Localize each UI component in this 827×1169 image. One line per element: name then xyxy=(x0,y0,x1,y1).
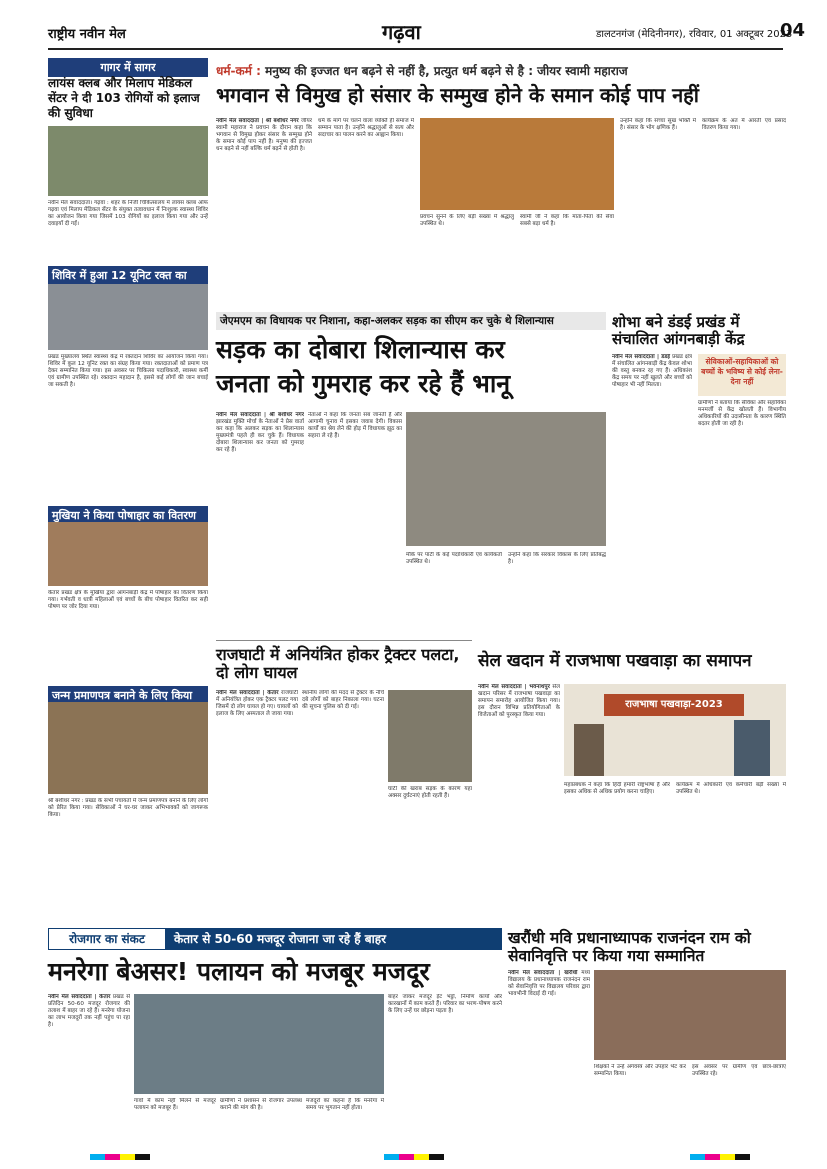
sidebar-lead-text: नवीन मेल संवाददाता। गढ़वा : शहर के निजी चिकित्सालय में लायंस क्लब ऑफ गढ़वा एवं मिलाप मेडिकल सेंटर के संयुक्त तत्वावधान में निःशुल्क स्वास्थ्य शिविर का आयोजन किया गया जिसमें 103 रोगियों का इलाज किया गया और उन्हें दवाइयाँ दी गईं। xyxy=(48,200,208,227)
mukhiya-headline: मुखिया ने किया पोषाहार का वितरण xyxy=(48,506,208,525)
dateline: डालटनगंज (मेदिनीनगर), रविवार, 01 अक्टूबर 2023 xyxy=(596,29,793,40)
shobha-callout: सेविकाओं-सहायिकाओं को बच्चों के भविष्य से कोई लेना-देना नहीं xyxy=(698,354,786,396)
mukhiya-photo xyxy=(48,522,208,586)
top-story-col4: स्वामी जी ने कहा कि माता-पिता की सेवा सबसे बड़ा धर्म है। xyxy=(520,214,614,227)
masthead: राष्ट्रीय नवीन मेल xyxy=(48,27,126,42)
rozgar-byline: नवीन मेल संवाददाता | केतार xyxy=(48,994,111,1000)
rajbhasha-col2: महाप्रबंधक ने कहा कि हिंदी हमारी राष्ट्रभाषा है और इसका अधिक से अधिक प्रयोग करना चाहिए। xyxy=(564,782,670,795)
rozgar-tag: रोजगार का संकट xyxy=(48,928,166,950)
rajbhasha-photo xyxy=(564,684,786,776)
person-figure xyxy=(574,724,604,776)
page-header xyxy=(0,0,827,52)
press-conference-photo xyxy=(406,412,606,546)
certificate-photo xyxy=(48,702,208,794)
kharaundhi-col2: शिक्षकों ने उन्हें अंगवस्त्र और उपहार भेंट कर सम्मानित किया। xyxy=(594,1064,686,1077)
top-story-byline: नवीन मेल संवाददाता | श्री बंशीधर नगर xyxy=(216,118,299,124)
shilanyas-col3: मौके पर पार्टी के कई पदाधिकारी एवं कार्यकर्ता उपस्थित थे। xyxy=(406,552,502,565)
header-rule xyxy=(48,48,783,50)
rajbhasha-headline: सेल खदान में राजभाषा पखवाड़ा का समापन xyxy=(478,651,752,671)
rozgar-col1: नवीन मेल संवाददाता | केतार प्रखंड से प्रतिदिन 50-60 मजदूर रोजगार की तलाश में बाहर जा रहे हैं। मनरेगा योजना का लाभ मजदूरों तक नहीं पहुंच पा रहा है। xyxy=(48,994,130,1028)
tractor-photo xyxy=(388,690,472,782)
camp-headline: शिविर में हुआ 12 यूनिट रक्त का xyxy=(48,266,208,300)
registration-strip xyxy=(384,1154,444,1160)
farewell-photo xyxy=(594,970,786,1060)
rajghati-headline: राजघाटी में अनियंत्रित होकर ट्रैक्टर पलटा, दो लोग घायल xyxy=(216,645,460,683)
rozgar-col2: गांवों में काम नहीं मिलने से मजदूर पलायन को मजबूर हैं। xyxy=(134,1098,216,1111)
shilanyas-headline-line2: जनता को गुमराह कर रहे हैं भानू xyxy=(216,369,511,398)
rajbhasha-byline: नवीन मेल संवाददाता | भवनाथपुर xyxy=(478,684,550,690)
kharaundhi-col1: नवीन मेल संवाददाता | खरौंधी मध्य विद्यालय के प्रधानाध्यापक राजनंदन राम को सेवानिवृत्ति पर विद्यालय परिवार द्वारा भावभीनी विदाई दी गई। xyxy=(508,970,590,997)
shilanyas-col2: नेताओं ने कहा कि जनता सब जानती है और आगामी चुनाव में इसका जवाब देगी। विकास कार्यों का श्रेय लेने की होड़ में विधायक झूठ का सहारा ले रहे हैं। xyxy=(308,412,402,439)
person-figure xyxy=(734,720,770,776)
shilanyas-kicker: जेएमएम का विधायक पर निशाना, कहा-अलकर सड़क का सीएम कर चुके थे शिलान्यास xyxy=(216,312,606,330)
top-story-col3: प्रवचन सुनने के लिए बड़ी संख्या में श्रद्धालु उपस्थित थे। xyxy=(420,214,514,227)
section-tag: गागर में सागर xyxy=(48,58,208,77)
rajghati-col1: नवीन मेल संवाददाता | केतार राजघाटी में अनियंत्रित होकर एक ट्रैक्टर पलट गया जिसमें दो लोग घायल हो गए। घायलों को इलाज के लिए अस्पताल ले जाया गया। xyxy=(216,690,298,717)
top-story-quote: मनुष्य की इज्जत धन बढ़ने से नहीं है, प्रत्युत धर्म बढ़ने से है : जीयर स्वामी महाराज xyxy=(265,64,628,78)
kharaundhi-headline: खरौंधी मवि प्रधानाध्यापक राजनंदन राम को सेवानिवृत्ति पर किया गया सम्मानित xyxy=(508,929,751,965)
kharaundhi-byline: नवीन मेल संवाददाता | खरौंधी xyxy=(508,970,578,976)
certificate-headline: जन्म प्रमाणपत्र बनाने के लिए किया xyxy=(48,686,208,720)
kharaundhi-col3: इस अवसर पर ग्रामीण एवं छात्र-छात्राएं उपस्थित रहे। xyxy=(692,1064,786,1077)
rozgar-col5: बाहर जाकर मजदूर ईंट भट्ठों, निर्माण कार्यों और कारखानों में काम करते हैं। परिवार का भरण-पोषण करने के लिए उन्हें घर छोड़ना पड़ता है। xyxy=(388,994,502,1014)
rajbhasha-col1: नवीन मेल संवाददाता | भवनाथपुर सेल खदान परिसर में राजभाषा पखवाड़ा का समापन समारोह आयोजित किया गया। इस दौरान विभिन्न प्रतियोगिताओं के विजेताओं को पुरस्कृत किया गया। xyxy=(478,684,560,718)
registration-strip xyxy=(690,1154,750,1160)
blood-camp-photo xyxy=(48,284,208,350)
mukhiya-text: केतार प्रखंड क्षेत्र के मुखिया द्वारा आंगनबाड़ी केंद्र में पोषाहार का वितरण किया गया। गर्भवती व धात्री महिलाओं एवं बच्चों के बीच पोषाहार वितरित कर सही पोषण पर जोर दिया गया। xyxy=(48,590,208,610)
rajbhasha-banner: राजभाषा पखवाड़ा-2023 xyxy=(604,694,744,716)
sidebar-lead-headline: लायंस क्लब और मिलाप मेडिकल सेंटर ने दी 103 रोगियों को इलाज की सुविधा xyxy=(48,76,200,120)
top-story-kicker-row xyxy=(216,62,786,79)
page-number: 04 xyxy=(780,20,806,41)
rajghati-rule xyxy=(216,640,472,641)
shobha-col2: ग्रामीणों ने बताया कि सेविका और सहायिका मनमर्जी से केंद्र खोलती हैं। विभागीय अधिकारियों की उदासीनता के कारण स्थिति बदतर होती जा रही है। xyxy=(698,400,786,427)
shobha-col1: नवीन मेल संवाददाता | डंडई प्रखंड क्षेत्र में संचालित आंगनबाड़ी केंद्र केवल शोभा की वस्तु बनकर रह गए हैं। अधिकांश केंद्र समय पर नहीं खुलते और बच्चों को पोषाहार भी नहीं मिलता। xyxy=(612,354,692,388)
top-story-col5: उन्होंने कहा कि सच्चा सुख भक्ति में है। संसार के भोग क्षणिक हैं। xyxy=(620,118,696,131)
top-story-col1: नवीन मेल संवाददाता | श्री बंशीधर नगर जीयर स्वामी महाराज ने प्रवचन के दौरान कहा कि भगवान से विमुख होकर संसार के सम्मुख होने के समान कोई पाप नहीं है। मनुष्य की इज्जत धन बढ़ने से नहीं बल्कि धर्म बढ़ने से होती है। xyxy=(216,118,312,152)
rozgar-col3: ग्रामीणों ने प्रशासन से रोजगार उपलब्ध कराने की मांग की है। xyxy=(220,1098,302,1111)
shilanyas-byline: नवीन मेल संवाददाता | श्री बंशीधर नगर xyxy=(216,412,304,418)
rajghati-byline: नवीन मेल संवाददाता | केतार xyxy=(216,690,279,696)
shilanyas-headline-line1: सड़क का दोबारा शिलान्यास कर xyxy=(216,335,505,364)
shobha-byline: नवीन मेल संवाददाता | डंडई xyxy=(612,354,671,360)
swami-photo xyxy=(420,118,614,210)
rajghati-col2: स्थानीय लोगों की मदद से ट्रैक्टर के नीचे दबे लोगों को बाहर निकाला गया। घटना की सूचना पुलिस को दी गई। xyxy=(302,690,384,710)
top-story-headline: भगवान से विमुख हो संसार के सम्मुख होने के समान कोई पाप नहीं xyxy=(216,83,699,107)
rajghati-col3: घाटी की खराब सड़क के कारण यहां अक्सर दुर्घटनाएं होती रहती हैं। xyxy=(388,786,472,799)
top-story-col6: कार्यक्रम के अंत में आरती एवं प्रसाद वितरण किया गया। xyxy=(702,118,786,131)
camp-text: प्रखंड मुख्यालय स्थित स्वास्थ्य केंद्र में रक्तदान शिविर का आयोजन किया गया। शिविर में कुल 12 यूनिट रक्त का संग्रह किया गया। रक्तदाताओं को प्रमाण पत्र देकर सम्मानित किया गया। इस अवसर पर चिकित्सा पदाधिकारी, स्वास्थ्य कर्मी एवं ग्रामीण उपस्थित रहे। रक्तदान महादान है, इससे कई लोगों की जान बचाई जा सकती है। xyxy=(48,354,208,388)
shilanyas-col1: नवीन मेल संवाददाता | श्री बंशीधर नगर झारखंड मुक्ति मोर्चा के नेताओं ने प्रेस वार्ता कर कहा कि अलकर सड़क का शिलान्यास मुख्यमंत्री पहले ही कर चुके हैं। विधायक दोबारा शिलान्यास कर जनता को गुमराह कर रहे हैं। xyxy=(216,412,304,453)
clinic-photo xyxy=(48,126,208,196)
top-story-col2: धर्म के मार्ग पर चलने वाला व्यक्ति ही समाज में सम्मान पाता है। उन्होंने श्रद्धालुओं से सत्य और सदाचार का पालन करने का आह्वान किया। xyxy=(318,118,414,138)
rajbhasha-col3: कार्यक्रम में अधिकारी एवं कर्मचारी बड़ी संख्या में उपस्थित थे। xyxy=(676,782,786,795)
registration-strip xyxy=(90,1154,150,1160)
top-story-kicker: धर्म-कर्म : xyxy=(216,64,261,78)
rozgar-col4: मजदूरों का कहना है कि मनरेगा में समय पर भुगतान नहीं होता। xyxy=(306,1098,384,1111)
rozgar-headline: मनरेगा बेअसर! पलायन को मजबूर मजदूर xyxy=(48,957,430,986)
shobha-headline: शोभा बने डंडई प्रखंड में संचालित आंगनबाड़ी केंद्र xyxy=(612,313,745,349)
migrant-workers-photo xyxy=(134,994,384,1094)
shilanyas-col4: उन्होंने कहा कि सरकार विकास के लिए प्रतिबद्ध है। xyxy=(508,552,606,565)
rozgar-band xyxy=(48,928,502,950)
city-title: गढ़वा xyxy=(382,20,421,44)
rozgar-kicker: केतार से 50-60 मजदूर रोजाना जा रहे हैं बाहर xyxy=(174,932,387,946)
certificate-text: श्री बंशीधर नगर : प्रखंड के सभी पंचायतों में जन्म प्रमाणपत्र बनाने के लिए लोगों को प्रेरित किया गया। सेविकाओं ने घर-घर जाकर अभिभावकों को जागरूक किया। xyxy=(48,798,208,818)
